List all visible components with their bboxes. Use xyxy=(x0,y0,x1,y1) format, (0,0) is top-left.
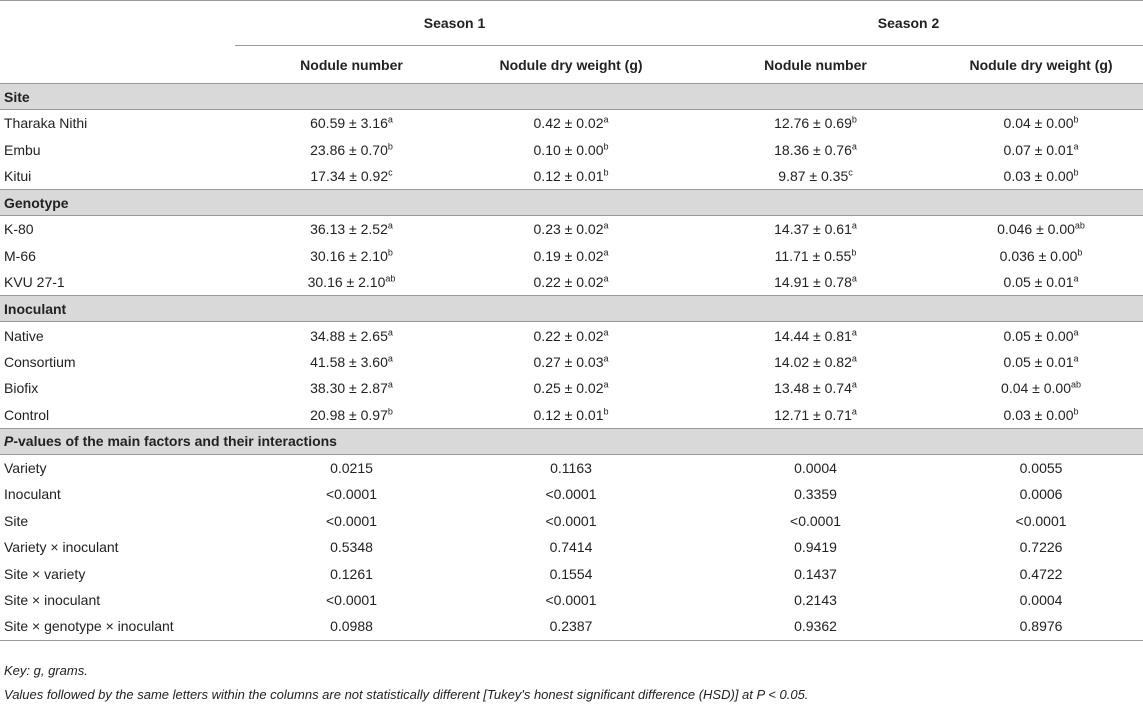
row-label: Native xyxy=(4,327,44,344)
season-2-header: Season 2 xyxy=(674,1,1143,46)
s2-nodule-weight-pvalue xyxy=(939,454,1143,481)
s1-nodule-number-cell xyxy=(235,322,468,349)
significance-letter: b xyxy=(1077,247,1083,258)
value-text: <0.0001 xyxy=(326,592,377,609)
s1-nodule-number-cell xyxy=(235,402,468,429)
value-text: 0.1261 xyxy=(330,565,373,582)
significance-letter: a xyxy=(387,353,393,364)
value-text: 0.9362 xyxy=(794,618,837,635)
value-text: <0.0001 xyxy=(545,486,597,503)
significance-letter: b xyxy=(603,167,609,178)
s1-nodule-weight-cell xyxy=(468,243,674,269)
section-title: Site xyxy=(0,84,1143,110)
table-row xyxy=(0,375,1143,401)
s2-nodule-number-cell xyxy=(674,269,939,296)
s1-nodule-weight-cell xyxy=(468,110,674,137)
season-header-row xyxy=(0,1,1143,46)
s1-nodule-weight-cell xyxy=(468,163,674,190)
value-text: 0.0006 xyxy=(1019,486,1063,503)
s1-nodule-number-cell xyxy=(235,349,468,375)
significance-letter: ab xyxy=(1071,379,1082,390)
section-header-row xyxy=(0,84,1143,110)
s2-nodule-weight-cell xyxy=(939,136,1143,162)
significance-letter: a xyxy=(851,353,857,364)
value-text: 14.44 ± 0.81 xyxy=(774,327,852,344)
significance-letter: a xyxy=(603,379,609,390)
s2-nodule-weight-cell xyxy=(939,322,1143,349)
s1-nodule-weight-pvalue xyxy=(468,613,674,640)
value-text: 0.036 ± 0.00 xyxy=(999,247,1078,264)
significance-letter: a xyxy=(603,273,609,284)
s2-nodule-weight-cell xyxy=(939,375,1143,401)
pvalues-title-rest: -values of the main factors and their interactions xyxy=(13,433,337,450)
corner-cell xyxy=(0,1,235,46)
pvalue-row xyxy=(0,481,1143,507)
value-text: 0.27 ± 0.03 xyxy=(533,353,604,370)
row-label: Kitui xyxy=(4,167,32,184)
value-text: 11.71 ± 0.55 xyxy=(774,247,852,264)
value-text: 9.87 ± 0.35 xyxy=(778,167,849,184)
s1-nodule-number-pvalue xyxy=(235,454,468,481)
significance-letter: b xyxy=(1073,406,1079,417)
value-text: 0.12 ± 0.01 xyxy=(533,406,604,423)
s2-nodule-number-header: Nodule number xyxy=(674,46,939,84)
significance-letter: a xyxy=(851,273,857,284)
significance-letter: a xyxy=(851,406,857,417)
value-text: 14.37 ± 0.61 xyxy=(774,221,852,238)
row-label: Tharaka Nithi xyxy=(4,115,88,132)
s1-nodule-number-pvalue xyxy=(235,560,468,586)
row-label: Site xyxy=(4,512,29,529)
s2-nodule-weight-pvalue xyxy=(939,587,1143,613)
section-header-row xyxy=(0,190,1143,216)
value-text: 0.05 ± 0.01 xyxy=(1003,353,1074,370)
s2-nodule-weight-pvalue xyxy=(939,613,1143,640)
pvalues-title-italic: P xyxy=(4,433,14,450)
s1-nodule-number-cell xyxy=(235,269,468,296)
s2-nodule-weight-cell xyxy=(939,269,1143,296)
s2-nodule-number-pvalue xyxy=(674,613,939,640)
significance-letter: b xyxy=(603,140,609,151)
row-label: Variety xyxy=(4,460,47,477)
table-row xyxy=(0,349,1143,375)
s1-nodule-weight-pvalue xyxy=(468,534,674,560)
value-text: 0.3359 xyxy=(794,486,837,503)
value-text: 0.19 ± 0.02 xyxy=(533,247,604,264)
row-label: M-66 xyxy=(4,247,36,264)
significance-letter: ab xyxy=(385,273,396,284)
table-row xyxy=(0,322,1143,349)
value-text: 0.03 ± 0.00 xyxy=(1003,167,1074,184)
s2-nodule-weight-cell xyxy=(939,163,1143,190)
s1-nodule-number-header: Nodule number xyxy=(235,46,468,84)
value-text: 17.34 ± 0.92 xyxy=(310,167,389,184)
s1-nodule-weight-pvalue xyxy=(468,587,674,613)
value-text: <0.0001 xyxy=(1015,512,1067,529)
key-note: Key: g, grams. xyxy=(4,663,88,678)
pvalue-row xyxy=(0,534,1143,560)
s1-nodule-weight-pvalue xyxy=(468,508,674,534)
value-text: 14.91 ± 0.78 xyxy=(774,274,852,291)
table-row xyxy=(0,163,1143,190)
row-label: Consortium xyxy=(4,353,76,370)
row-label: Control xyxy=(4,406,50,423)
row-label: Biofix xyxy=(4,380,39,397)
pvalue-row xyxy=(0,613,1143,640)
s1-nodule-weight-cell xyxy=(468,322,674,349)
value-text: 12.71 ± 0.71 xyxy=(774,406,852,423)
significance-letter: b xyxy=(851,114,857,125)
significance-letter: a xyxy=(1073,273,1079,284)
value-text: 0.07 ± 0.01 xyxy=(1003,141,1074,158)
s1-nodule-number-cell xyxy=(235,110,468,137)
significance-letter: a xyxy=(1073,140,1079,151)
significance-letter: a xyxy=(851,220,857,231)
s1-nodule-weight-pvalue xyxy=(468,454,674,481)
s1-nodule-number-pvalue xyxy=(235,481,468,507)
s1-nodule-weight-pvalue xyxy=(468,560,674,586)
value-text: 12.76 ± 0.69 xyxy=(774,115,852,132)
significance-letter: c xyxy=(388,167,393,178)
significance-letter: b xyxy=(387,247,393,258)
value-text: 36.13 ± 2.52 xyxy=(310,221,388,238)
significance-letter: b xyxy=(603,406,609,417)
s2-nodule-number-cell xyxy=(674,163,939,190)
value-text: 23.86 ± 0.70 xyxy=(310,141,388,158)
pvalues-header-row xyxy=(0,428,1143,454)
s2-nodule-number-cell xyxy=(674,322,939,349)
value-text: 0.1437 xyxy=(794,565,837,582)
table-row xyxy=(0,136,1143,162)
pvalue-row xyxy=(0,587,1143,613)
pvalue-row xyxy=(0,560,1143,586)
value-text: 0.25 ± 0.02 xyxy=(533,380,604,397)
value-text: 30.16 ± 2.10 xyxy=(307,274,386,291)
s2-nodule-number-pvalue xyxy=(674,508,939,534)
row-label: Site × inoculant xyxy=(4,592,101,609)
value-text: 0.10 ± 0.00 xyxy=(533,141,604,158)
significance-letter: a xyxy=(387,379,393,390)
s1-nodule-weight-cell xyxy=(468,269,674,296)
s2-nodule-weight-pvalue xyxy=(939,560,1143,586)
s1-nodule-number-cell xyxy=(235,163,468,190)
value-text: 0.0004 xyxy=(1019,592,1063,609)
significance-letter: a xyxy=(603,353,609,364)
value-text: <0.0001 xyxy=(326,512,377,529)
s2-nodule-number-cell xyxy=(674,243,939,269)
s1-nodule-weight-pvalue xyxy=(468,481,674,507)
s2-nodule-number-pvalue xyxy=(674,587,939,613)
section-header-row xyxy=(0,296,1143,322)
s2-nodule-number-pvalue xyxy=(674,481,939,507)
s2-nodule-number-cell xyxy=(674,110,939,137)
value-text: 14.02 ± 0.82 xyxy=(774,353,852,370)
significance-letter: c xyxy=(848,167,853,178)
value-text: 0.05 ± 0.01 xyxy=(1003,274,1074,291)
value-text: 0.0988 xyxy=(330,618,373,635)
table-row xyxy=(0,402,1143,429)
value-text: 0.4722 xyxy=(1019,565,1063,582)
significance-letter: b xyxy=(1073,114,1079,125)
s2-nodule-number-pvalue xyxy=(674,454,939,481)
s2-nodule-number-cell xyxy=(674,216,939,243)
s2-nodule-weight-pvalue xyxy=(939,481,1143,507)
value-text: 0.9419 xyxy=(794,539,837,556)
value-text: 0.22 ± 0.02 xyxy=(533,274,604,291)
value-text: 30.16 ± 2.10 xyxy=(310,247,388,264)
significance-letter: b xyxy=(851,247,857,258)
value-text: 38.30 ± 2.87 xyxy=(310,380,388,397)
value-text: 18.36 ± 0.76 xyxy=(774,141,852,158)
value-text: 0.7414 xyxy=(549,539,593,556)
s2-nodule-weight-header: Nodule dry weight (g) xyxy=(939,46,1143,84)
s2-nodule-number-pvalue xyxy=(674,560,939,586)
significance-letter: b xyxy=(1073,167,1079,178)
s2-nodule-weight-cell xyxy=(939,243,1143,269)
label-column-header xyxy=(0,46,235,84)
value-text: 13.48 ± 0.74 xyxy=(774,380,852,397)
value-text: 0.5348 xyxy=(330,539,373,556)
pvalue-row xyxy=(0,508,1143,534)
row-label: KVU 27-1 xyxy=(4,274,65,291)
significance-letter: a xyxy=(387,220,393,231)
s2-nodule-weight-pvalue xyxy=(939,534,1143,560)
significance-letter: a xyxy=(1073,326,1079,337)
section-title: Genotype xyxy=(0,190,1143,216)
value-text: 0.04 ± 0.00 xyxy=(1003,115,1074,132)
significance-letter: a xyxy=(603,114,609,125)
value-text: <0.0001 xyxy=(545,592,597,609)
s2-nodule-number-cell xyxy=(674,349,939,375)
pvalue-row xyxy=(0,454,1143,481)
s1-nodule-weight-cell xyxy=(468,216,674,243)
row-label: Site × genotype × inoculant xyxy=(0,613,235,640)
value-text: 0.0004 xyxy=(794,460,837,477)
row-label: Variety × inoculant xyxy=(4,539,119,556)
value-text: <0.0001 xyxy=(326,486,377,503)
significance-letter: b xyxy=(387,140,393,151)
table-row xyxy=(0,216,1143,243)
significance-letter: a xyxy=(851,379,857,390)
s2-nodule-weight-cell xyxy=(939,110,1143,137)
value-text: 0.0055 xyxy=(1019,460,1063,477)
significance-letter: b xyxy=(387,406,393,417)
value-text: <0.0001 xyxy=(790,512,842,529)
value-text: 20.98 ± 0.97 xyxy=(310,406,388,423)
value-text: 0.1163 xyxy=(550,460,592,477)
s1-nodule-number-pvalue xyxy=(235,613,468,640)
significance-footnote: Values followed by the same letters within the columns are not statistically different [Tukey's honest significant difference (HSD)] at P < 0.05. xyxy=(4,687,809,702)
value-text: 0.03 ± 0.00 xyxy=(1003,406,1074,423)
significance-letter: a xyxy=(1073,353,1079,364)
s1-nodule-weight-cell xyxy=(468,402,674,429)
s1-nodule-number-cell xyxy=(235,375,468,401)
row-label: K-80 xyxy=(4,221,34,238)
s2-nodule-number-cell xyxy=(674,402,939,429)
value-text: 60.59 ± 3.16 xyxy=(310,115,388,132)
row-label: Inoculant xyxy=(4,486,61,503)
significance-letter: ab xyxy=(1074,220,1085,231)
row-label: Embu xyxy=(4,141,41,158)
significance-letter: a xyxy=(851,326,857,337)
significance-letter: a xyxy=(851,140,857,151)
s2-nodule-weight-cell xyxy=(939,216,1143,243)
value-text: <0.0001 xyxy=(545,512,597,529)
table-row xyxy=(0,110,1143,137)
section-title: Inoculant xyxy=(0,296,1143,322)
table-row xyxy=(0,243,1143,269)
significance-letter: a xyxy=(603,220,609,231)
s1-nodule-number-pvalue xyxy=(235,587,468,613)
significance-letter: a xyxy=(387,114,393,125)
significance-letter: a xyxy=(387,326,393,337)
value-text: 0.2387 xyxy=(549,618,593,635)
row-label: Site × variety xyxy=(4,565,86,582)
value-text: 34.88 ± 2.65 xyxy=(310,327,388,344)
s1-nodule-number-cell xyxy=(235,136,468,162)
value-text: 41.58 ± 3.60 xyxy=(310,353,388,370)
s1-nodule-number-cell xyxy=(235,216,468,243)
value-text: 0.23 ± 0.02 xyxy=(533,221,604,238)
value-text: 0.12 ± 0.01 xyxy=(533,167,604,184)
s1-nodule-number-cell xyxy=(235,243,468,269)
table-row xyxy=(0,269,1143,296)
value-text: 0.05 ± 0.00 xyxy=(1003,327,1074,344)
column-header-row xyxy=(0,46,1143,84)
s2-nodule-number-cell xyxy=(674,136,939,162)
season-1-header: Season 1 xyxy=(235,1,674,46)
value-text: 0.2143 xyxy=(794,592,837,609)
value-text: 0.22 ± 0.02 xyxy=(533,327,604,344)
s1-nodule-weight-cell xyxy=(468,349,674,375)
value-text: 0.046 ± 0.00 xyxy=(997,221,1075,238)
s2-nodule-number-cell xyxy=(674,375,939,401)
significance-letter: a xyxy=(603,326,609,337)
value-text: 0.8976 xyxy=(1019,618,1063,635)
s2-nodule-weight-cell xyxy=(939,402,1143,429)
value-text: 0.0215 xyxy=(330,460,373,477)
s2-nodule-weight-pvalue xyxy=(939,508,1143,534)
s1-nodule-weight-cell xyxy=(468,375,674,401)
s1-nodule-weight-header: Nodule dry weight (g) xyxy=(468,46,674,84)
s2-nodule-number-pvalue xyxy=(674,534,939,560)
value-text: 0.7226 xyxy=(1019,539,1063,556)
value-text: 0.42 ± 0.02 xyxy=(533,115,604,132)
value-text: 0.04 ± 0.00 xyxy=(1001,380,1071,397)
s1-nodule-number-pvalue xyxy=(235,508,468,534)
s2-nodule-weight-cell xyxy=(939,349,1143,375)
value-text: 0.1554 xyxy=(549,565,593,582)
s1-nodule-weight-cell xyxy=(468,136,674,162)
significance-letter: a xyxy=(603,247,609,258)
pvalues-title xyxy=(0,428,1143,454)
s1-nodule-number-pvalue xyxy=(235,534,468,560)
